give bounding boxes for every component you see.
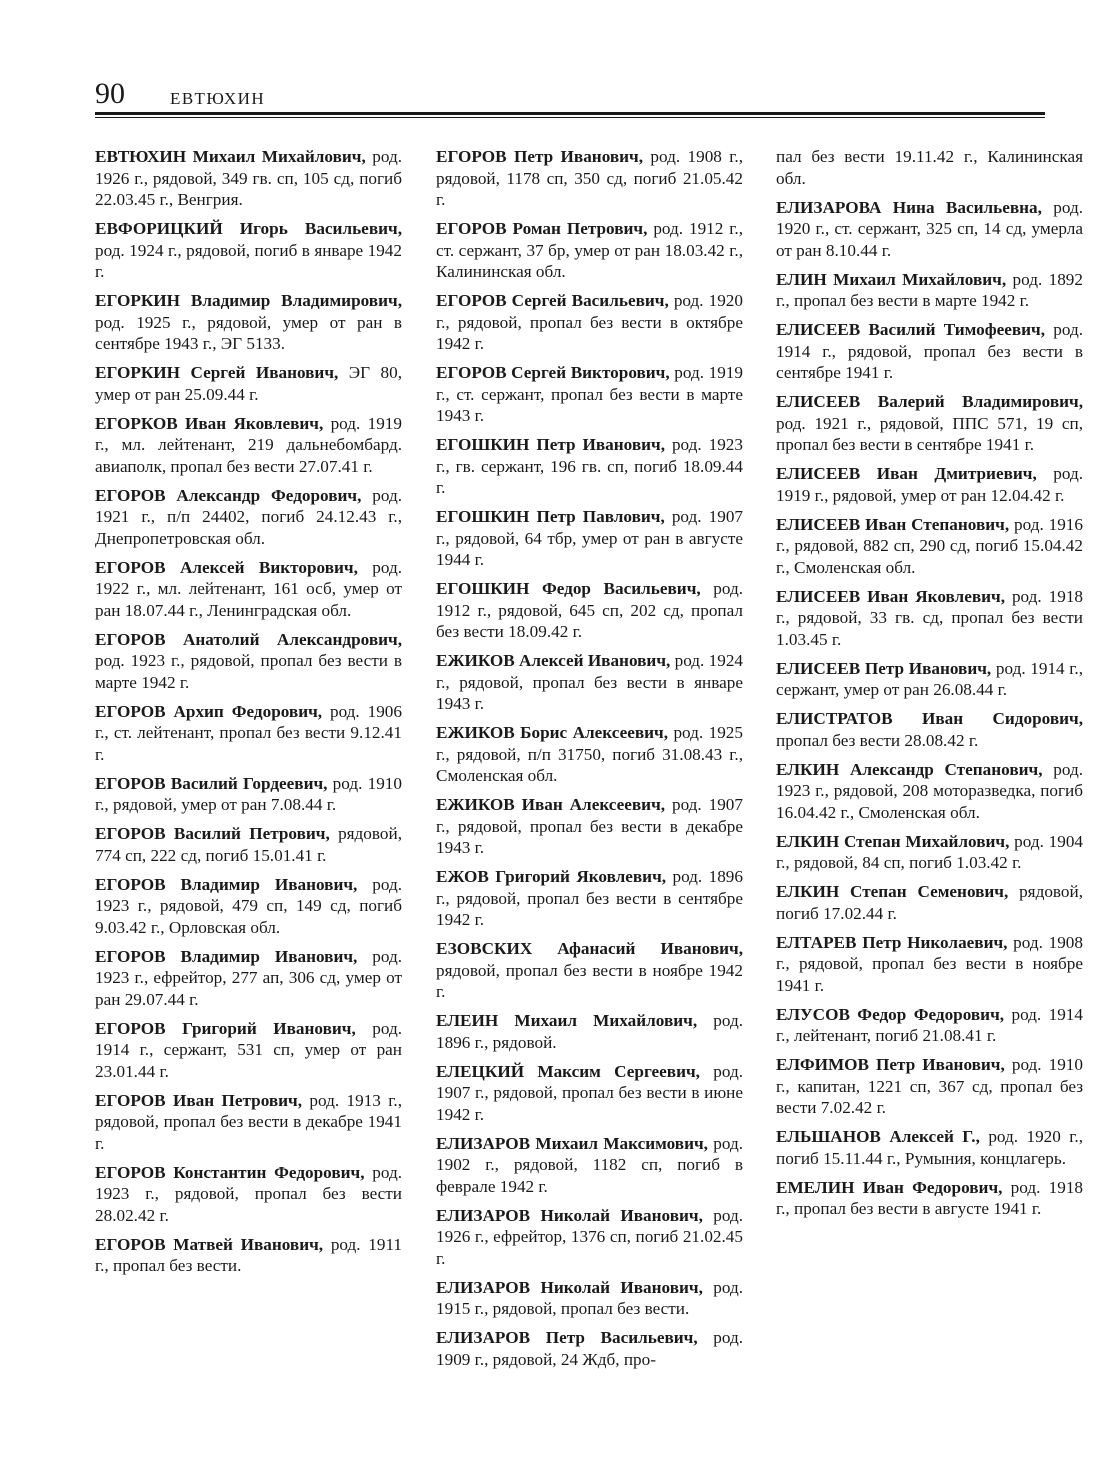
- entry: [776, 1126, 1083, 1169]
- entry-name: ЕЛИСЕЕВ Петр Иванович,: [776, 658, 992, 678]
- page-number: 90: [95, 77, 125, 110]
- entry-text: род. 1907 г., рядовой, пропал без вести в декабре 1943 г.: [436, 795, 743, 857]
- entry: [436, 362, 743, 427]
- entry: [95, 1234, 402, 1277]
- entry: [95, 146, 402, 211]
- entry: [436, 1010, 743, 1053]
- entry: [776, 514, 1083, 579]
- entry: [436, 938, 743, 1003]
- entry-text: род. 1923 г., рядовой, пропал без вести в марте 1942 г.: [95, 651, 402, 692]
- entry: [776, 269, 1083, 312]
- entry-name: ЕГОРОВ Владимир Иванович,: [95, 874, 358, 894]
- entry-text: род. 1908 г., рядовой, пропал без вести в ноябре 1941 г.: [776, 932, 1083, 995]
- entry: [436, 794, 743, 859]
- entry: [776, 831, 1083, 874]
- header-rule-thick: [95, 112, 1045, 115]
- entry: [436, 866, 743, 931]
- entry: [436, 218, 743, 283]
- entry: [776, 586, 1083, 651]
- entry-text: род. 1924 г., рядовой, пропал без вести в январе 1943 г.: [436, 651, 744, 713]
- entry-text: рядовой, 774 сп, 222 сд, погиб 15.01.41 г.: [95, 824, 402, 865]
- entry-name: ЕЛИЗАРОВ Петр Васильевич,: [436, 1328, 698, 1347]
- column-1: [95, 146, 402, 1284]
- entry-text: род. 1923 г., гв. сержант, 196 гв. сп, погиб 18.09.44 г.: [436, 435, 743, 497]
- entry-text: род. 1920 г., погиб 15.11.44 г., Румыния, концлагерь.: [776, 1127, 1084, 1168]
- entry: [436, 722, 743, 787]
- entry: [436, 1133, 743, 1198]
- entry-text: род. 1913 г., рядовой, пропал без вести в декабре 1941 г.: [95, 1090, 402, 1153]
- entry-name: ЕГОРОВ Роман Петрович,: [436, 219, 648, 238]
- entry-name: ЕГОРОВ Сергей Васильевич,: [436, 291, 669, 310]
- entry-text: род. 1919 г., ст. сержант, пропал без вести в марте 1943 г.: [436, 363, 743, 425]
- entry-text: род. 1921 г., рядовой, ППС 571, 19 сп, пропал без вести в сентябре 1941 г.: [776, 413, 1083, 454]
- entry: [436, 650, 743, 715]
- entry-name: ЕЛУСОВ Федор Федорович,: [776, 1004, 1005, 1024]
- entry-name: ЕЛИЗАРОВ Михаил Максимович,: [436, 1133, 708, 1153]
- entry-text: род. 1921 г., п/п 24402, погиб 24.12.43 г., Днепропетровская обл.: [95, 485, 403, 548]
- entry-name: ЕЖОВ Григорий Яковлевич,: [436, 867, 667, 886]
- page-header: [95, 76, 1045, 116]
- entry: [776, 759, 1083, 824]
- entry: [436, 146, 743, 211]
- entry-text: род. 1920 г., рядовой, пропал без вести в октябре 1942 г.: [436, 291, 743, 353]
- entry-name: ЕЛИСЕЕВ Иван Яковлевич,: [776, 586, 1006, 606]
- entry-text: род. 1907 г., рядовой, 64 тбр, умер от ран в августе 1944 г.: [436, 507, 744, 569]
- entry-text: род. 1914 г., сержант, умер от ран 26.08.44 г.: [776, 658, 1084, 699]
- entry: [776, 319, 1083, 384]
- entry-name: ЕЗОВСКИХ Афанасий Иванович,: [436, 939, 743, 958]
- entry-text: пал без вести 19.11.42 г., Калининская обл.: [776, 147, 1083, 188]
- entry: [776, 1004, 1083, 1047]
- entry-name: ЕГОРКОВ Иван Яковлевич,: [95, 413, 324, 433]
- entry-name: ЕВФОРИЦКИЙ Игорь Васильевич,: [95, 219, 402, 238]
- entry-text: род. 1910 г., рядовой, умер от ран 7.08.44 г.: [95, 773, 402, 814]
- entry-text: род. 1896 г., рядовой.: [436, 1011, 743, 1052]
- entry-text: род. 1909 г., рядовой, 24 Ждб, про-: [436, 1328, 744, 1369]
- entry-text: род. 1922 г., мл. лейтенант, 161 осб, умер от ран 18.07.44 г., Ленинградская обл.: [95, 557, 403, 620]
- entry: [95, 629, 402, 694]
- entry: [436, 1327, 743, 1370]
- entry-name: ЕЖИКОВ Иван Алексеевич,: [436, 795, 666, 814]
- entry-text: род. 1926 г., ефрейтор, 1376 сп, погиб 21.02.45 г.: [436, 1205, 744, 1268]
- entry-name: ЕГОРОВ Архип Федорович,: [95, 701, 323, 721]
- entry-text: род. 1923 г., рядовой, 208 моторазведка, погиб 16.04.42 г., Смоленская обл.: [776, 759, 1083, 822]
- entry-name: ЕГОРОВ Константин Федорович,: [95, 1162, 365, 1182]
- column-3: [776, 146, 1083, 1227]
- entry-text: род. 1912 г., ст. сержант, 37 бр, умер от ран 18.03.42 г., Калининская обл.: [436, 219, 744, 281]
- entry: [776, 708, 1083, 751]
- entry-text: рядовой, пропал без вести в ноябре 1942 г.: [436, 960, 743, 1001]
- entry-text: род. 1920 г., ст. сержант, 325 сп, 14 сд, умерла от ран 8.10.44 г.: [776, 197, 1083, 260]
- entry-text: род. 1919 г., рядовой, умер от ран 12.04.42 г.: [776, 464, 1083, 505]
- entry-name: ЕГОРОВ Петр Иванович,: [436, 147, 644, 166]
- entry: [95, 1090, 402, 1155]
- entry-name: ЕГОШКИН Федор Васильевич,: [436, 579, 701, 598]
- entry: [95, 823, 402, 866]
- entry-text: род. 1902 г., рядовой, 1182 сп, погиб в феврале 1942 г.: [436, 1133, 744, 1196]
- entry-name: ЕЛИСЕЕВ Иван Степанович,: [776, 514, 1010, 534]
- entry-text: род. 1914 г., сержант, 531 сп, умер от ран 23.01.44 г.: [95, 1018, 402, 1081]
- entry-name: ЕЛИЗАРОВА Нина Васильевна,: [776, 197, 1042, 217]
- entry-text: ЭГ 80, умер от ран 25.09.44 г.: [95, 363, 402, 404]
- entry-name: ЕГОШКИН Петр Иванович,: [436, 435, 665, 454]
- entry-text: рядовой, погиб 17.02.44 г.: [776, 882, 1083, 923]
- entry-name: ЕГОРОВ Сергей Викторович,: [436, 363, 670, 382]
- entry-name: ЕЛИСТРАТОВ Иван Сидорович,: [776, 709, 1083, 728]
- entry-text: род. 1892 г., пропал без вести в марте 1942 г.: [776, 269, 1083, 310]
- entry-text: род. 1923 г., ефрейтор, 277 ап, 306 сд, умер от ран 29.07.44 г.: [95, 946, 403, 1009]
- entry-text: род. 1924 г., рядовой, погиб в январе 1942 г.: [95, 240, 402, 281]
- entry: [776, 391, 1083, 456]
- entry-text: род. 1914 г., лейтенант, погиб 21.08.41 г.: [776, 1004, 1083, 1045]
- entry-text: род. 1908 г., рядовой, 1178 сп, 350 сд, погиб 21.05.42 г.: [436, 147, 743, 209]
- entry-name: ЕЛКИН Степан Михайлович,: [776, 831, 1010, 851]
- entry-name: ЕГОРОВ Владимир Иванович,: [95, 946, 358, 966]
- entry-text: род. 1918 г., пропал без вести в августе 1941 г.: [776, 1177, 1084, 1218]
- entry-name: ЕЛЬШАНОВ Алексей Г.,: [776, 1127, 980, 1146]
- entry-name: ЕГОРОВ Григорий Иванович,: [95, 1018, 356, 1038]
- entry-name: ЕГОРОВ Иван Петрович,: [95, 1090, 303, 1110]
- entry-text: род. 1923 г., рядовой, пропал без вести 28.02.42 г.: [95, 1162, 402, 1225]
- entry-name: ЕВТЮХИН Михаил Михайлович,: [95, 147, 366, 166]
- entry-name: ЕЛФИМОВ Петр Иванович,: [776, 1055, 1005, 1074]
- entry: [95, 557, 402, 622]
- entry-text: род. 1904 г., рядовой, 84 сп, погиб 1.03.42 г.: [776, 831, 1084, 872]
- entry-name: ЕЛЕЦКИЙ Максим Сергеевич,: [436, 1061, 700, 1081]
- entry-name: ЕЛКИН Степан Семенович,: [776, 882, 1009, 901]
- entry-text: род. 1914 г., рядовой, пропал без вести в сентябре 1941 г.: [776, 320, 1084, 382]
- entry-text: род. 1925 г., рядовой, п/п 31750, погиб 31.08.43 г., Смоленская обл.: [436, 723, 743, 785]
- entry: [436, 1205, 743, 1270]
- entry: [776, 932, 1083, 997]
- entry: [776, 1054, 1083, 1119]
- entry: [95, 362, 402, 405]
- entry-text: род. 1925 г., рядовой, умер от ран в сентябре 1943 г., ЭГ 5133.: [95, 312, 402, 353]
- entry-name: ЕЛИСЕЕВ Валерий Владимирович,: [776, 392, 1083, 411]
- entry: [95, 1018, 402, 1083]
- entry: [436, 290, 743, 355]
- entry-text: род. 1919 г., мл. лейтенант, 219 дальнебомбард. авиаполк, пропал без вести 27.07.41 г.: [95, 413, 402, 476]
- entry: [95, 290, 402, 355]
- entry: [95, 218, 402, 283]
- entry-name: ЕГОРОВ Алексей Викторович,: [95, 557, 358, 577]
- entry: [776, 146, 1083, 189]
- entry-text: род. 1912 г., рядовой, 645 сп, 202 сд, пропал без вести 18.09.42 г.: [436, 579, 743, 641]
- entry: [95, 1162, 402, 1227]
- entry: [95, 413, 402, 478]
- entry: [436, 434, 743, 499]
- entry-name: ЕЛИЗАРОВ Николай Иванович,: [436, 1205, 703, 1225]
- entry-name: ЕЛИСЕЕВ Василий Тимофеевич,: [776, 320, 1046, 339]
- entry: [95, 946, 402, 1011]
- entry-text: род. 1923 г., рядовой, 479 сп, 149 сд, погиб 9.03.42 г., Орловская обл.: [95, 874, 403, 937]
- entry-name: ЕГОРОВ Василий Петрович,: [95, 824, 330, 843]
- header-rule-thin: [95, 117, 1045, 118]
- entry: [776, 658, 1083, 701]
- entry: [436, 1061, 743, 1126]
- entry-text: род. 1896 г., рядовой, пропал без вести в сентябре 1942 г.: [436, 867, 743, 929]
- running-head: ЕВТЮХИН: [170, 89, 266, 108]
- entry: [436, 578, 743, 643]
- entry-name: ЕЖИКОВ Алексей Иванович,: [436, 651, 671, 670]
- entry: [776, 881, 1083, 924]
- entry-name: ЕЛИСЕЕВ Иван Дмитриевич,: [776, 464, 1037, 483]
- entry-name: ЕГОРОВ Матвей Иванович,: [95, 1234, 324, 1254]
- entry: [95, 485, 402, 550]
- entry-text: род. 1918 г., рядовой, 33 гв. сд, пропал без вести 1.03.45 г.: [776, 586, 1084, 649]
- entry-text: род. 1910 г., капитан, 1221 сп, 367 сд, пропал без вести 7.02.42 г.: [776, 1055, 1083, 1117]
- entry-text: род. 1906 г., ст. лейтенант, пропал без вести 9.12.41 г.: [95, 701, 402, 764]
- entry-name: ЕГОРОВ Александр Федорович,: [95, 485, 362, 505]
- entry: [776, 1177, 1083, 1220]
- entry-name: ЕГОРОВ Анатолий Александрович,: [95, 629, 402, 649]
- entry: [776, 463, 1083, 506]
- entry-text: род. 1915 г., рядовой, пропал без вести.: [436, 1277, 744, 1318]
- entry-name: ЕЛКИН Александр Степанович,: [776, 759, 1043, 779]
- entry: [95, 773, 402, 816]
- entry-name: ЕЖИКОВ Борис Алексеевич,: [436, 723, 669, 742]
- entry-name: ЕЛЕИН Михаил Михайлович,: [436, 1011, 698, 1030]
- entry: [436, 506, 743, 571]
- entry-name: ЕЛТАРЕВ Петр Николаевич,: [776, 932, 1008, 952]
- entry: [776, 197, 1083, 262]
- entry-name: ЕГОШКИН Петр Павлович,: [436, 507, 665, 526]
- entry-name: ЕЛИН Михаил Михайлович,: [776, 269, 1007, 289]
- column-2: [436, 146, 743, 1378]
- entry-name: ЕГОРКИН Владимир Владимирович,: [95, 291, 402, 310]
- entry-text: род. 1916 г., рядовой, 882 сп, 290 сд, погиб 15.04.42 г., Смоленская обл.: [776, 514, 1083, 577]
- entry-name: ЕГОРКИН Сергей Иванович,: [95, 363, 339, 382]
- entry: [95, 701, 402, 766]
- entry-name: ЕМЕЛИН Иван Федорович,: [776, 1177, 1003, 1197]
- entry-text: род. 1907 г., рядовой, пропал без вести в июне 1942 г.: [436, 1061, 743, 1124]
- entry: [436, 1277, 743, 1320]
- entry: [95, 874, 402, 939]
- entry-text: род. 1911 г., пропал без вести.: [95, 1234, 402, 1275]
- entry-name: ЕЛИЗАРОВ Николай Иванович,: [436, 1277, 703, 1297]
- entry-text: род. 1926 г., рядовой, 349 гв. сп, 105 сд, погиб 22.03.45 г., Венгрия.: [95, 147, 402, 209]
- entry-name: ЕГОРОВ Василий Гордеевич,: [95, 773, 328, 793]
- entry-text: пропал без вести 28.08.42 г.: [776, 730, 979, 750]
